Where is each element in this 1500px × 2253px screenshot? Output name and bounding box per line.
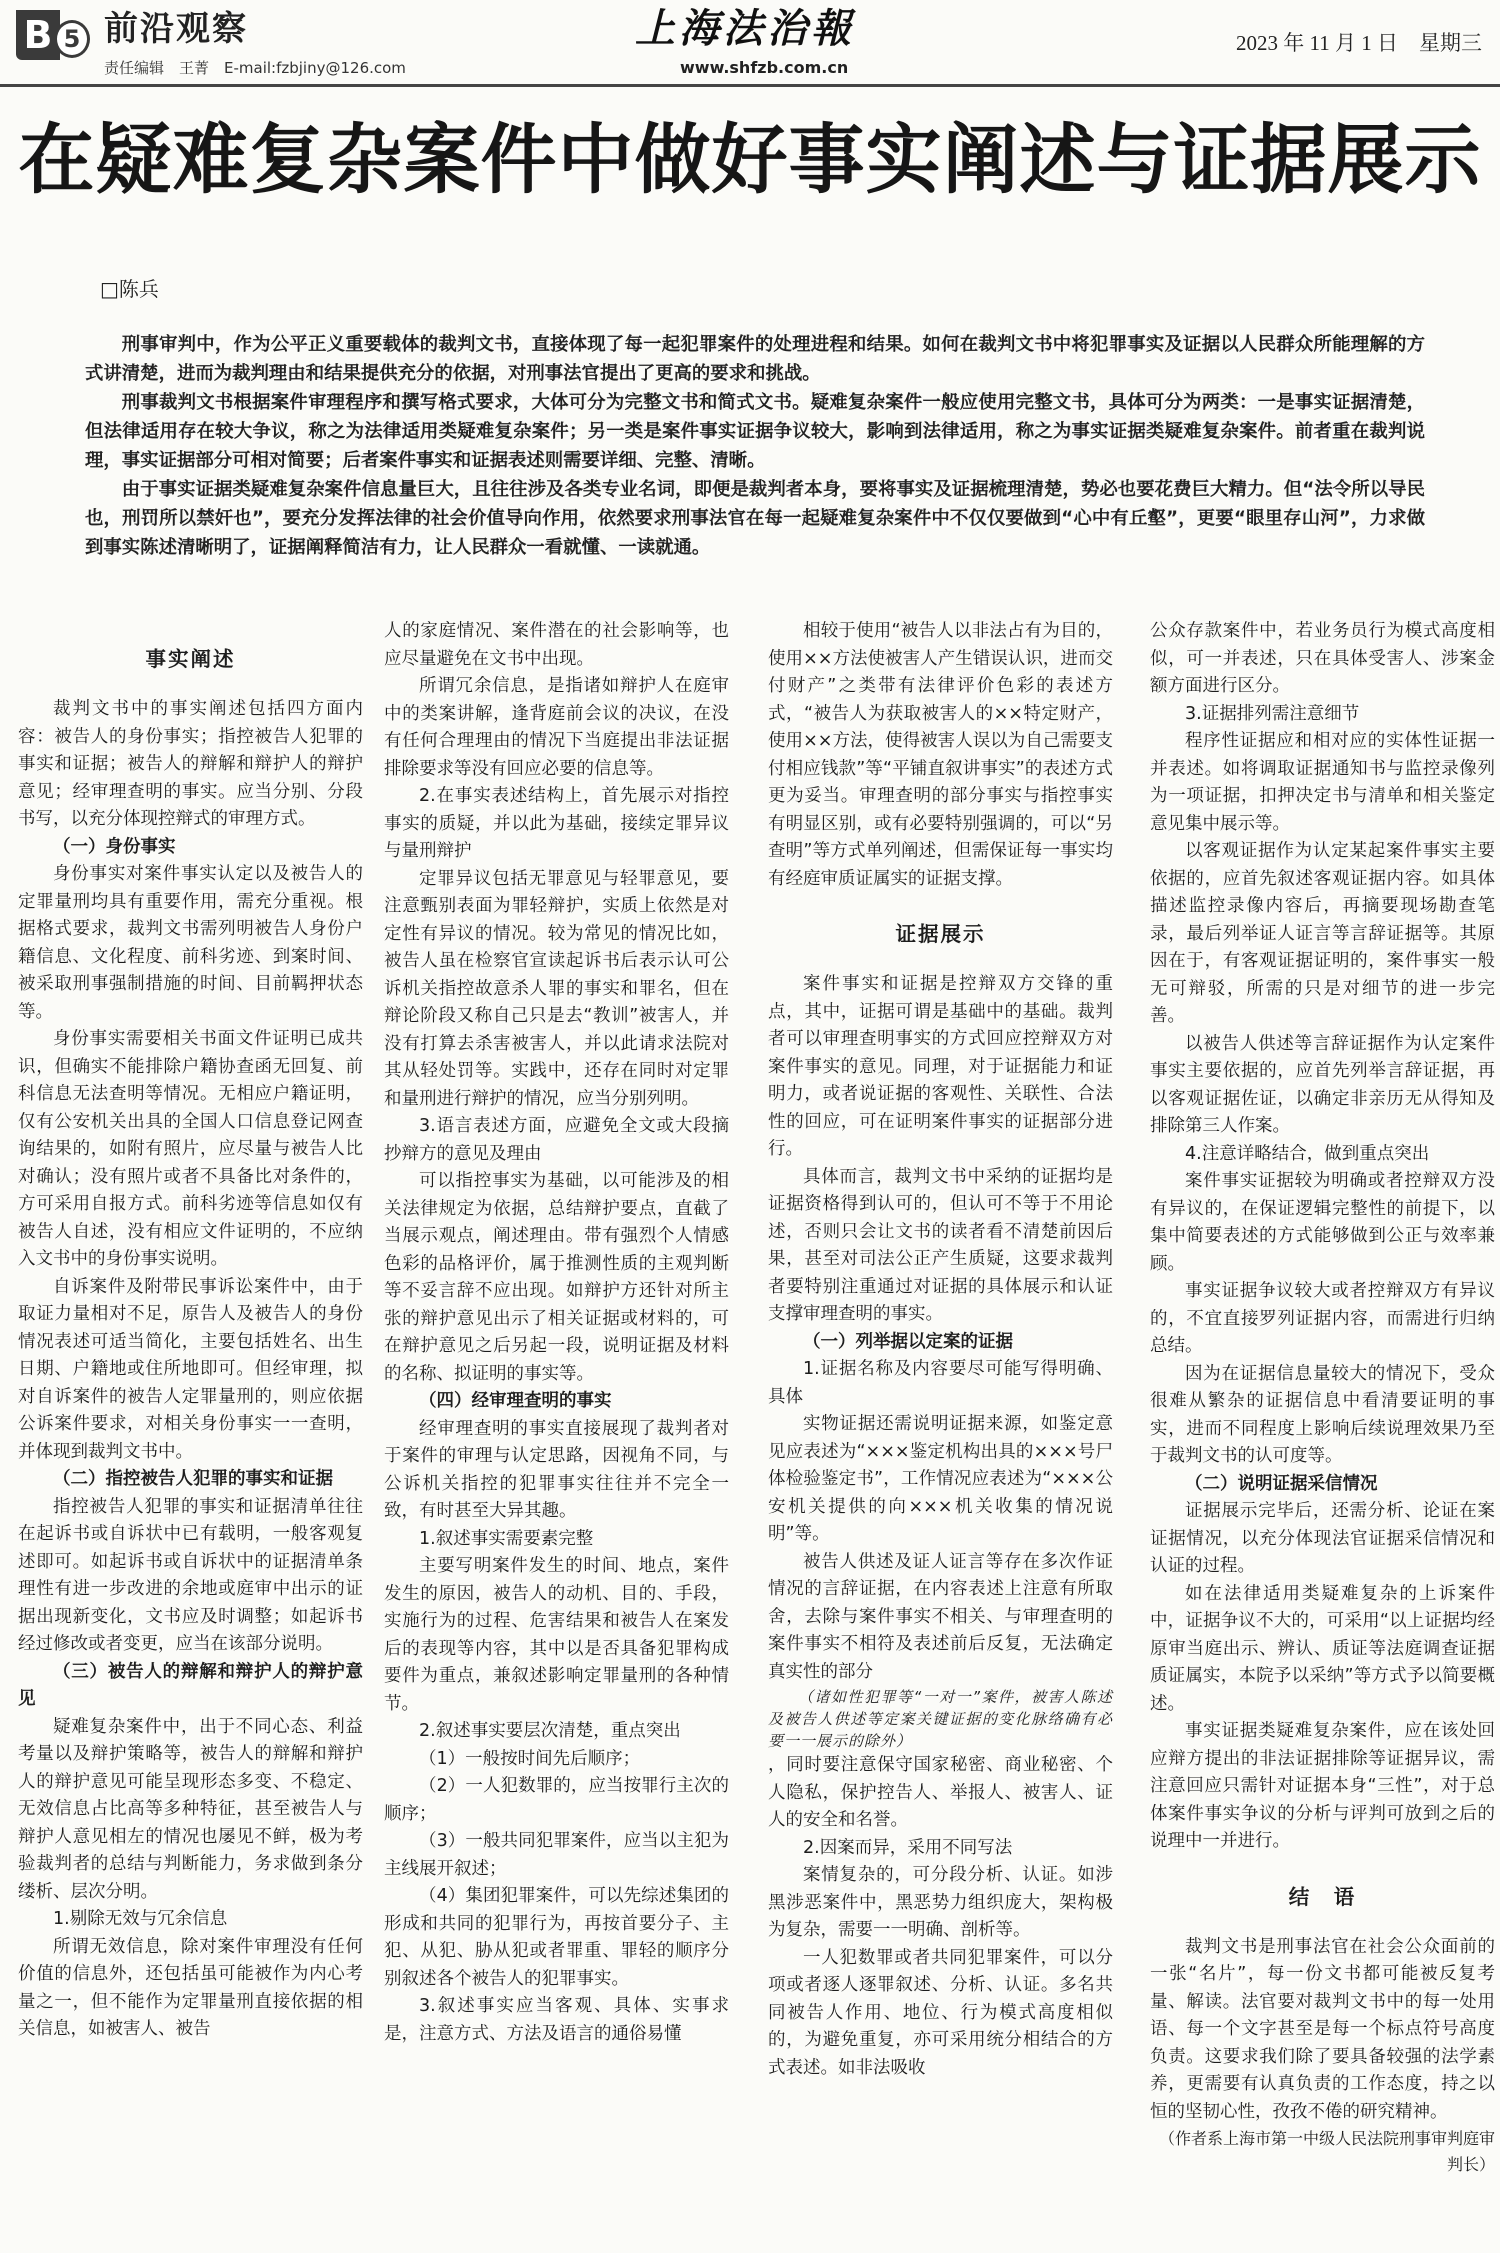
body-paragraph: 案情复杂的，可分段分析、认证。如涉黑涉恶案件中，黑恶势力组织庞大，架构极为复杂，需要一一明确、剖析等。 [768, 1865, 1113, 1940]
continued-paragraph: 人的家庭情况、案件潜在的社会影响等，也应尽量避免在文书中出现。 [384, 621, 729, 669]
body-paragraph: 程序性证据应和相对应的实体性证据一并表述。如将调取证据通知书与监控录像列为一项证据，扣押决定书与清单和相关鉴定意见集中展示等。 [1150, 731, 1495, 834]
page-number: 5 [54, 20, 90, 58]
body-paragraph: 具体而言，裁判文书中采纳的证据均是证据资格得到认可的，但认可不等于不用论述，否则只会让文书的读者看不清楚前因后果，甚至对司法公正产生质疑，这要求裁判者要特别注重通过对证据的具体展示和认证支撑审理查明的事实。 [768, 1166, 1113, 1324]
body-paragraph: 2.叙述事实要层次清楚，重点突出 [419, 1721, 681, 1741]
lead-paragraph: 由于事实证据类疑难复杂案件信息量巨大，且往往涉及各类专业名词，即便是裁判者本身，要将事实及证据梳理清楚，势必也要花费巨大精力。但“法令所以导民也，刑罚所以禁奸也”，要充分发挥法律的社会价值导向作用，依然要求刑事法官在每一起疑难复杂案件中不仅仅要做到“心中有丘壑”，更要“眼里存山河”，力求做到事实陈述清晰明了，证据阐释简洁有力，让人民群众一看就懂、一读就通。 [85, 479, 1425, 558]
subsection-heading: （二）说明证据采信情况 [1185, 1473, 1378, 1494]
section-heading: 证据展示 [895, 922, 986, 946]
body-paragraph: 因为在证据信息量较大的情况下，受众很难从繁杂的证据信息中看清要证明的事实，进而不同程度上影响后续说理效果乃至于裁判文书的认可度等。 [1150, 1363, 1495, 1466]
subsection-heading: （四）经审理查明的事实 [419, 1391, 612, 1411]
editor-info: 责任编辑 王菁 E-mail:fzbjiny@126.com [104, 59, 406, 77]
subsection-heading: （一）身份事实 [53, 836, 176, 857]
page-badge [16, 10, 81, 60]
section-title: 前沿观察 [104, 9, 248, 49]
author-note: （作者系上海市第一中级人民法院刑事审判庭审判长） [1158, 2129, 1495, 2174]
body-paragraph: 所谓冗余信息，是指诸如辩护人在庭审中的类案讲解，逢背庭前会议的决议，在没有任何合理理由的情况下当庭提出非法证据排除要求等没有回应必要的信息等。 [384, 676, 729, 779]
body-paragraph: 2.因案而异，采用不同写法 [803, 1837, 1013, 1858]
article-title: 在疑难复杂案件中做好事实阐述与证据展示 [18, 115, 1482, 204]
inline-note: （诸如性犯罪等“一对一”案件，被害人陈述及被告人供述等定案关键证据的变化脉络确有必要一一展示的除外） [768, 1688, 1113, 1750]
body-paragraph: 如在法律适用类疑难复杂的上诉案件中，证据争议不大的，可采用“以上证据均经原审当庭出示、辨认、质证等法庭调查证据质证属实，本院予以采纳”等方式予以简要概述。 [1150, 1583, 1495, 1714]
body-paragraph: 案件事实和证据是控辩双方交锋的重点，其中，证据可谓是基础中的基础。裁判者可以审理查明事实的方式回应控辩双方对案件事实的意见。同理，对于证据能力和证明力，或者说证据的客观性、关联性、合法性的回应，可在证明案件事实的证据部分进行。 [768, 974, 1113, 1159]
section-heading: 结 语 [1288, 1884, 1357, 1909]
body-paragraph: 裁判文书中的事实阐述包括四方面内容：被告人的身份事实；指控被告人犯罪的事实和证据；被告人的辩解和辩护人的辩护意见；经审理查明的事实。应当分别、分段书写，以充分体现控辩式的审理方式。 [18, 699, 363, 829]
continued-paragraph: 公众存款案件中，若业务员行为模式高度相似，可一并表述，只在具体受害人、涉案金额方面进行区分。 [1150, 621, 1495, 696]
article-column-3 [768, 618, 1113, 2082]
body-paragraph: 3.语言表述方面，应避免全文或大段摘抄辩方的意见及理由 [384, 1116, 729, 1164]
website-url: www.shfzb.com.cn [680, 58, 849, 77]
body-paragraph: 可以指控事实为基础，以可能涉及的相关法律规定为依据，总结辩护要点，直截了当展示观点，阐述理由。带有强烈个人情感色彩的品格评价，属于推测性质的主观判断等不妥言辞不应出现。如辩护方还针对所主张的辩护意见出示了相关证据或材料的，可在辩护意见之后另起一段，说明证据及材料的名称、拟证明的事实等。 [384, 1171, 729, 1384]
body-paragraph: 事实证据争议较大或者控辩双方有异议的，不宜直接罗列证据内容，而需进行归纳总结。 [1150, 1281, 1495, 1356]
body-paragraph: （3）一般共同犯罪案件，应当以主犯为主线展开叙述； [384, 1831, 729, 1879]
subsection-heading: （一）列举据以定案的证据 [803, 1331, 1013, 1352]
body-paragraph: 以客观证据作为认定某起案件事实主要依据的，应首先叙述客观证据内容。如具体描述监控录像内容后，再摘要现场勘查笔录，最后列举证人证言等言辞证据等。其原因在于，有客观证据证明的，案件事实一般无可辩驳，所需的只是对细节的进一步完善。 [1150, 841, 1495, 1026]
body-paragraph: （4）集团犯罪案件，可以先综述集团的形成和共同的犯罪行为，再按首要分子、主犯、从犯、胁从犯或者罪重、罪轻的顺序分别叙述各个被告人的犯罪事实。 [384, 1886, 729, 1989]
body-paragraph: 事实证据类疑难复杂案件，应在该处回应辩方提出的非法证据排除等证据异议，需注意回应只需针对证据本身“三性”，对于总体案件事实争议的分析与评判可放到之后的说理中一并进行。 [1150, 1721, 1495, 1851]
body-paragraph: 3.叙述事实应当客观、具体、实事求是，注意方式、方法及语言的通俗易懂 [384, 1996, 729, 2044]
header-rule [0, 84, 1500, 87]
body-paragraph: 案件事实证据较为明确或者控辩双方没有异议的，在保证逻辑完整性的前提下，以集中简要表述的方式能够做到公正与效率兼顾。 [1150, 1171, 1495, 1274]
body-paragraph: 4.注意详略结合，做到重点突出 [1185, 1143, 1430, 1164]
issue-date: 2023 年 11 月 1 日 星期三 [1236, 31, 1482, 55]
body-paragraph: 3.证据排列需注意细节 [1185, 703, 1360, 724]
body-paragraph: 指控被告人犯罪的事实和证据清单往往在起诉书或自诉状中已有载明，一般客观复述即可。如起诉书或自诉状中的证据清单条理性有进一步改进的余地或庭审中出示的证据出现新变化，文书应及时调整；如起诉书经过修改或者变更，应当在该部分说明。 [18, 1496, 363, 1654]
section-heading: 事实阐述 [145, 647, 236, 671]
body-paragraph: 疑难复杂案件中，出于不同心态、利益考量以及辩护策略等，被告人的辩解和辩护人的辩护意见可能呈现形态多变、不稳定、无效信息占比高等多种特征，甚至被告人与辩护人意见相左的情况也屡见不鲜，极为考验裁判者的总结与判断能力，务求做到条分缕析、层次分明。 [18, 1716, 363, 1902]
page-letter: B [16, 10, 60, 60]
body-paragraph: 相较于使用“被告人以非法占有为目的，使用××方法使被害人产生错误认识，进而交付财产”之类带有法律评价色彩的表述方式，“被告人为获取被害人的××特定财产，使用××方法，使得被害人误以为自己需要支付相应钱款”等“平铺直叙讲事实”的表述方式更为妥当。审理查明的部分事实与指控事实有明显区别，或有必要特别强调的，可以“另查明”等方式单列阐述，但需保证每一事实均有经庭审质证属实的证据支撑。 [768, 621, 1113, 889]
body-paragraph: 一人犯数罪或者共同犯罪案件，可以分项或者逐人逐罪叙述、分析、认证。多名共同被告人作用、地位、行为模式高度相似的，为避免重复，亦可采用统分相结合的方式表述。如非法吸收 [768, 1947, 1113, 2078]
body-paragraph: 实物证据还需说明证据来源，如鉴定意见应表述为“×××鉴定机构出具的×××号尸体检验鉴定书”，工作情况应表述为“×××公安机关提供的向×××机关收集的情况说明”等。 [768, 1414, 1113, 1544]
body-paragraph: （1）一般按时间先后顺序； [419, 1748, 641, 1769]
body-paragraph: 证据展示完毕后，还需分析、论证在案证据情况，以充分体现法官证据采信情况和认证的过程。 [1150, 1501, 1495, 1576]
article-column-4 [1150, 618, 1495, 2178]
continued-paragraph: ，同时要注意保守国家秘密、商业秘密、个人隐私，保护控告人、举报人、被害人、证人的安全和名誉。 [768, 1755, 1113, 1830]
body-paragraph: 被告人供述及证人证言等存在多次作证情况的言辞证据，在内容表述上注意有所取舍，去除与案件事实不相关、与审理查明的案件事实不相符及表述前后反复，无法确定真实性的部分 [768, 1551, 1113, 1682]
body-paragraph: 1.叙述事实需要素完整 [419, 1528, 594, 1549]
subsection-heading: （二）指控被告人犯罪的事实和证据 [53, 1469, 333, 1489]
page-header [0, 0, 1500, 85]
article-column-2 [384, 618, 729, 2048]
newspaper-masthead: 上海法治報 [635, 5, 855, 52]
body-paragraph: 身份事实对案件事实认定以及被告人的定罪量刑均具有重要作用，需充分重视。根据格式要求，裁判文书需列明被告人身份户籍信息、文化程度、前科劣迹、到案时间、被采取刑事强制措施的时间、目前羁押状态等。 [18, 864, 363, 1022]
body-paragraph: 2.在事实表述结构上，首先展示对指控事实的质疑，并以此为基础，接续定罪异议与量刑辩护 [384, 786, 729, 861]
lead-paragraph: 刑事裁判文书根据案件审理程序和撰写格式要求，大体可分为完整文书和简式文书。疑难复杂案件一般应使用完整文书，具体可分为两类：一是事实证据清楚，但法律适用存在较大争议，称之为法律适用类疑难复杂案件；另一类是案件事实证据争议较大，影响到法律适用，称之为事实证据类疑难复杂案件。前者重在裁判说理，事实证据部分可相对简要；后者案件事实和证据表述则需要详细、完整、清晰。 [85, 392, 1425, 471]
body-paragraph: 裁判文书是刑事法官在社会公众面前的一张“名片”，每一份文书都可能被反复考量、解读。法官要对裁判文书中的每一处用语、每一个文字甚至是每一个标点符号高度负责。这要求我们除了要具备较强的法学素养，更需要有认真负责的工作态度，持之以恒的坚韧心性，孜孜不倦的研究精神。 [1150, 1936, 1495, 2122]
lead-paragraph: 刑事审判中，作为公平正义重要载体的裁判文书，直接体现了每一起犯罪案件的处理进程和结果。如何在裁判文书中将犯罪事实及证据以人民群众所能理解的方式讲清楚，进而为裁判理由和结果提供充分的依据，对刑事法官提出了更高的要求和挑战。 [85, 334, 1425, 384]
body-paragraph: 1.证据名称及内容要尽可能写得明确、具体 [768, 1359, 1113, 1407]
body-paragraph: （2）一人犯数罪的，应当按罪行主次的顺序； [384, 1776, 729, 1824]
body-paragraph: 定罪异议包括无罪意见与轻罪意见，要注意甄别表面为罪轻辩护，实质上依然是对定性有异议的情况。较为常见的情况比如，被告人虽在检察官宣读起诉书后表示认可公诉机关指控故意杀人罪的事实和罪名，但在辩论阶段又称自己只是去“教训”被害人，并没有打算去杀害被害人，并以此请求法院对其从轻处罚等。实践中，还存在同时对定罪和量刑进行辩护的情况，应当分别列明。 [384, 868, 729, 1109]
body-paragraph: 经审理查明的事实直接展现了裁判者对于案件的审理与认定思路，因视角不同，与公诉机关指控的犯罪事实往往并不完全一致，有时甚至大异其趣。 [384, 1418, 729, 1521]
body-paragraph: 所谓无效信息，除对案件审理没有任何价值的信息外，还包括虽可能被作为内心考量之一，但不能作为定罪量刑直接依据的相关信息，如被害人、被告 [18, 1936, 363, 2039]
body-paragraph: 1.剔除无效与冗余信息 [53, 1909, 228, 1929]
subsection-heading: （三）被告人的辩解和辩护人的辩护意见 [18, 1661, 363, 1709]
body-paragraph: 身份事实需要相关书面文件证明已成共识，但确实不能排除户籍协查函无回复、前科信息无法查明等情况。无相应户籍证明，仅有公安机关出具的全国人口信息登记网查询结果的，如附有照片，应尽量与被告人比对确认；没有照片或者不具备比对条件的，方可采用自报方式。前科劣迹等信息如仅有被告人自述，没有相应文件证明的，不应纳入文书中的身份事实说明。 [18, 1029, 363, 1269]
body-paragraph: 主要写明案件发生的时间、地点，案件发生的原因，被告人的动机、目的、手段，实施行为的过程、危害结果和被告人在案发后的表现等内容，其中以是否具备犯罪构成要件为重点，兼叙述影响定罪量刑的各种情节。 [384, 1556, 729, 1714]
article-column-1 [18, 618, 363, 2044]
article-lead [85, 330, 1425, 562]
body-paragraph: 以被告人供述等言辞证据作为认定案件事实主要依据的，应首先列举言辞证据，再以客观证据佐证，以确定非亲历无从得知及排除第三人作案。 [1150, 1033, 1495, 1136]
body-paragraph: 自诉案件及附带民事诉讼案件中，由于取证力量相对不足，原告人及被告人的身份情况表述可适当简化，主要包括姓名、出生日期、户籍地或住所地即可。但经审理，拟对自诉案件的被告人定罪量刑的，则应依据公诉案件要求，对相关身份事实一一查明，并体现到裁判文书中。 [18, 1276, 363, 1462]
article-author: □陈兵 [100, 277, 159, 301]
